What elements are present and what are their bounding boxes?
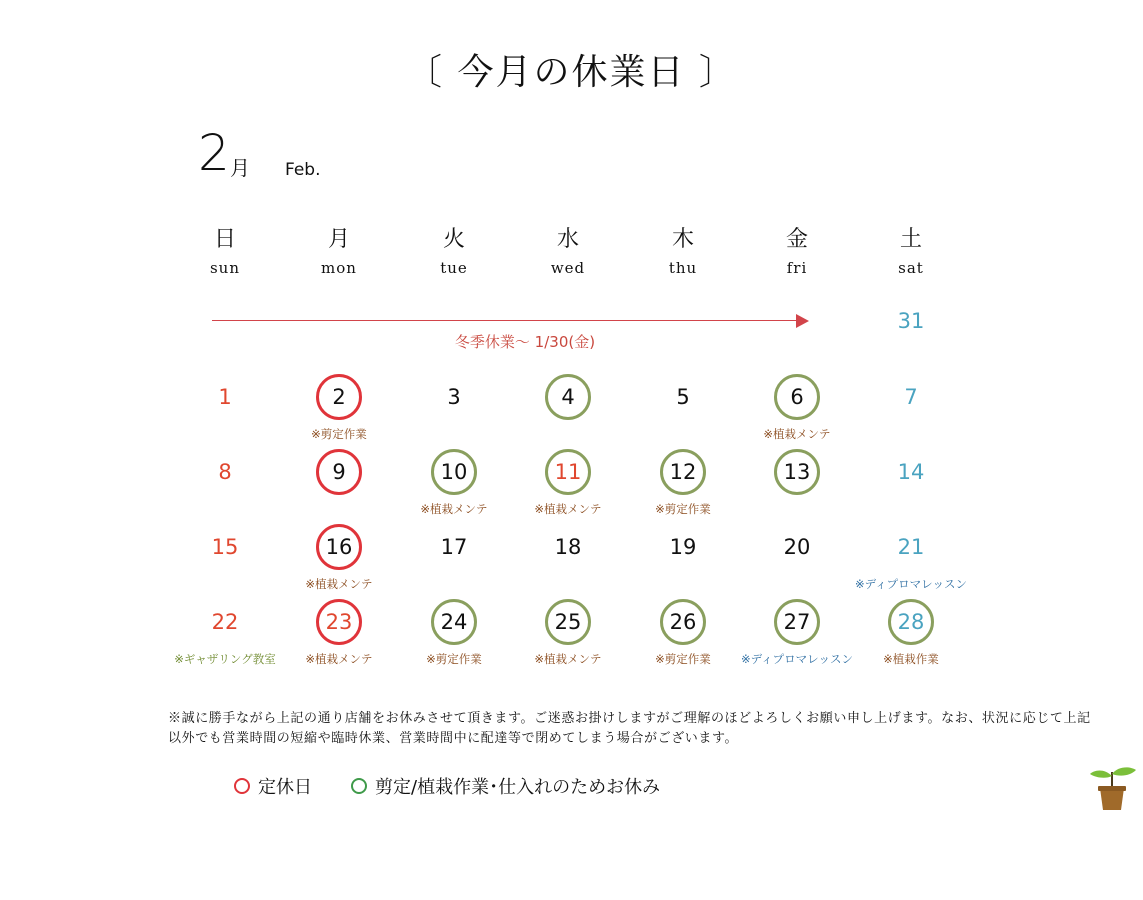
weekday-en: wed (550, 259, 586, 277)
month-english: Feb. (285, 160, 321, 180)
day-note: ※植栽メンテ (534, 652, 602, 666)
green-circle-icon (351, 778, 367, 794)
day-note: ※植栽メンテ (305, 577, 373, 591)
weekday-sun (185, 222, 265, 277)
arrow-head-icon (796, 314, 809, 328)
calendar-day-31: 31 (897, 309, 925, 333)
day-note: ※植栽メンテ (420, 502, 488, 516)
legend-label: 定休日 (258, 777, 312, 798)
weekday-en: thu (668, 259, 698, 277)
calendar-day-17: 17 (440, 535, 468, 559)
weekday-jp: 日 (213, 227, 236, 252)
day-note: ※ギャザリング教室 (174, 652, 276, 666)
day-note: ※剪定作業 (311, 427, 367, 441)
calendar-day-23: 23 (316, 599, 362, 645)
calendar-day-28: 28 (888, 599, 934, 645)
weekday-jp: 月 (327, 227, 350, 252)
calendar-day-26: 26 (660, 599, 706, 645)
red-circle-icon (234, 778, 250, 794)
weekday-jp: 木 (671, 227, 694, 252)
day-note: ※剪定作業 (655, 652, 711, 666)
weekday-jp: 金 (785, 227, 808, 252)
calendar-day-12: 12 (660, 449, 706, 495)
day-note: ※剪定作業 (655, 502, 711, 516)
calendar-day-5: 5 (676, 385, 690, 409)
weekday-mon (299, 222, 379, 277)
potted-plant-icon (1086, 762, 1138, 814)
day-note: ※植栽メンテ (763, 427, 831, 441)
calendar-day-2: 2 (316, 374, 362, 420)
day-note: ※剪定作業 (426, 652, 482, 666)
day-note: ※植栽作業 (883, 652, 939, 666)
weekday-jp: 水 (556, 227, 579, 252)
winter-break-label: 冬季休業～ 1/30(金) (454, 333, 596, 351)
legend-label: 剪定/植栽作業･仕入れのためお休み (375, 777, 661, 798)
calendar-day-3: 3 (447, 385, 461, 409)
calendar-day-6: 6 (774, 374, 820, 420)
calendar-day-20: 20 (783, 535, 811, 559)
winter-break-arrow (212, 320, 797, 321)
weekday-en: mon (321, 259, 357, 277)
calendar-day-22: 22 (211, 610, 239, 634)
calendar-day-24: 24 (431, 599, 477, 645)
disclaimer-text: ※誠に勝手ながら上記の通り店舗をお休みさせて頂きます。ご迷惑お掛けしますがご理解のほどよろしくお願い申し上げます。なお、状況に応じて上記以外でも営業時間の短縮や臨時休業、営業時間中に配達等で閉めてしまう場合がございます。 (168, 711, 1091, 746)
weekday-jp: 火 (442, 227, 465, 252)
weekday-en: sun (209, 259, 241, 277)
weekday-tue (414, 222, 494, 277)
calendar-day-4: 4 (545, 374, 591, 420)
calendar-day-19: 19 (669, 535, 697, 559)
weekday-sat (871, 222, 951, 277)
calendar-day-18: 18 (554, 535, 582, 559)
day-note: ※ディプロマレッスン (854, 577, 968, 591)
day-note: ※植栽メンテ (534, 502, 602, 516)
calendar-day-13: 13 (774, 449, 820, 495)
calendar-day-9: 9 (316, 449, 362, 495)
month-kanji: 月 (230, 156, 250, 180)
calendar-day-14: 14 (897, 460, 925, 484)
calendar-day-8: 8 (218, 460, 232, 484)
weekday-en: sat (898, 259, 924, 277)
calendar-day-25: 25 (545, 599, 591, 645)
legend-regular-holiday (234, 773, 312, 799)
weekday-en: tue (440, 259, 468, 277)
day-note: ※ディプロマレッスン (740, 652, 854, 666)
month-number: 2 (198, 124, 230, 182)
calendar-day-10: 10 (431, 449, 477, 495)
weekday-fri (757, 222, 837, 277)
weekday-thu (643, 222, 723, 277)
calendar-day-1: 1 (218, 385, 232, 409)
calendar-day-11: 11 (545, 449, 591, 495)
calendar-day-7: 7 (904, 385, 918, 409)
weekday-jp: 土 (899, 227, 922, 252)
calendar-day-21: 21 (897, 535, 925, 559)
weekday-wed (528, 222, 608, 277)
calendar-day-16: 16 (316, 524, 362, 570)
day-note: ※植栽メンテ (305, 652, 373, 666)
calendar-day-27: 27 (774, 599, 820, 645)
calendar-day-15: 15 (211, 535, 239, 559)
legend-work-holiday (351, 773, 660, 799)
page-title: 〔 今月の休業日 〕 (406, 52, 737, 93)
weekday-en: fri (786, 259, 808, 277)
